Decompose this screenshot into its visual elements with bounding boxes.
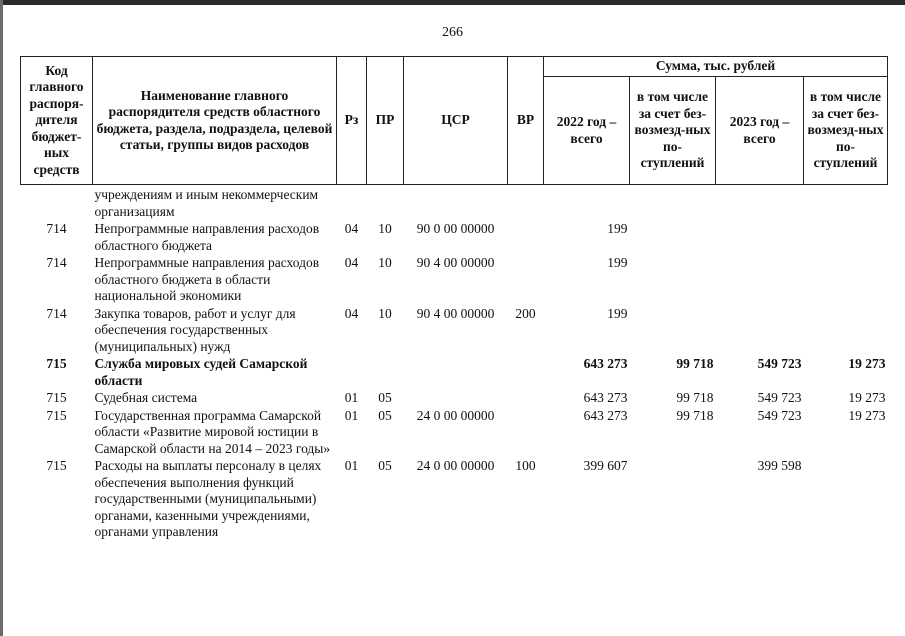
header-code: Код главного распоря-дителя бюджет-ных средств [21,57,93,185]
row-code-cell: 714 [46,305,67,321]
row-2023-total-cell: 399 598 [757,458,802,473]
page-number: 266 [442,25,463,40]
row-2022-gratuitous-cell [630,254,716,305]
table-row [21,407,888,458]
row-2022-total-cell: 199 [607,255,628,270]
table-row [21,389,888,407]
row-2022-gratuitous-cell [630,185,716,221]
row-2022-gratuitous-cell [630,457,716,541]
row-code-cell: 715 [46,390,67,405]
row-pr-cell: 10 [378,255,392,270]
row-pr-cell: 05 [378,458,392,473]
row-name-cell: Служба мировых судей Самарской области [94,356,308,388]
row-2023-total-cell: 549 723 [757,407,802,423]
row-pr-cell [367,355,404,389]
row-2022-total-cell: 199 [607,221,628,236]
row-2023-gratuitous-cell: 19 273 [848,356,886,371]
table-row [21,457,888,541]
row-2023-total-cell: 549 723 [757,390,802,405]
row-rz-cell: 01 [344,390,359,405]
header-pr: ПР [367,57,404,185]
row-csr-cell [404,355,508,389]
row-rz-cell: 04 [344,255,359,270]
row-2022-gratuitous-cell [630,220,716,254]
row-csr-cell [404,185,508,221]
row-pr-cell: 05 [378,390,392,405]
row-2022-gratuitous-cell: 99 718 [676,407,714,423]
row-rz-cell: 01 [344,407,359,423]
row-code-cell: 715 [46,407,67,423]
header-2023-gratuitous: в том числе за счет без-возмезд-ных по-ступлений [804,77,888,185]
table-row [21,305,888,356]
header-2022-gratuitous: в том числе за счет без-возмезд-ных по-ступлений [630,77,716,185]
row-2023-total-cell [716,305,804,356]
row-2022-total-cell: 399 607 [583,458,628,473]
header-sum-group: Сумма, тыс. рублей [544,57,888,77]
row-2023-total-cell: 549 723 [757,356,802,371]
row-name-cell: Непрограммные направления расходов областного бюджета в области национальной экономики [94,255,320,303]
row-rz-cell [337,355,367,389]
scan-edge-left [0,0,3,636]
row-2022-gratuitous-cell [630,305,716,356]
row-2023-gratuitous-cell: 19 273 [848,407,886,423]
header-name: Наименование главного распорядителя средств областного бюджета, раздела, подраздела, целевой статьи, группы видов расходов [93,57,337,185]
header-csr: ЦСР [404,57,508,185]
header-2023-total: 2023 год – всего [716,77,804,185]
row-name-cell: Закупка товаров, работ и услуг для обеспечения государственных (муниципальных) нужд [94,305,296,354]
row-pr-cell: 10 [378,305,392,321]
row-2023-total-cell [716,185,804,221]
table-row [21,254,888,305]
row-vr-cell [508,355,544,389]
row-code-cell [21,185,93,221]
header-2022-total: 2022 год – всего [544,77,630,185]
row-name-cell: учреждениям и иным некоммерческим организациям [94,187,319,219]
row-2022-gratuitous-cell: 99 718 [676,356,714,371]
row-name-cell: Судебная система [94,390,198,405]
budget-table [20,56,888,541]
row-name-cell: Непрограммные направления расходов областного бюджета [94,221,320,253]
row-pr-cell [367,185,404,221]
row-vr-cell [508,407,544,458]
header-vr: ВР [508,57,544,185]
row-vr-cell: 200 [515,305,536,321]
row-2022-total-cell: 643 273 [583,407,628,423]
row-2022-total-cell: 643 273 [583,356,628,371]
row-2023-gratuitous-cell [804,457,888,541]
row-2023-total-cell [716,220,804,254]
row-2023-gratuitous-cell [804,220,888,254]
row-csr-cell: 90 0 00 00000 [416,221,495,236]
row-rz-cell [337,185,367,221]
table-row [21,185,888,221]
row-pr-cell: 05 [378,407,392,423]
header-rz: Рз [337,57,367,185]
row-vr-cell [508,185,544,221]
row-2023-gratuitous-cell: 19 273 [848,390,886,405]
row-2023-total-cell [716,254,804,305]
row-2022-total-cell: 643 273 [583,390,628,405]
row-2023-gratuitous-cell [804,305,888,356]
row-vr-cell [508,220,544,254]
row-vr-cell [508,254,544,305]
row-2023-gratuitous-cell [804,185,888,221]
row-csr-cell: 24 0 00 00000 [416,458,495,473]
row-csr-cell: 24 0 00 00000 [416,407,495,423]
row-rz-cell: 04 [344,305,359,321]
row-vr-cell [508,389,544,407]
table-row [21,220,888,254]
row-rz-cell: 01 [344,458,359,473]
row-rz-cell: 04 [344,221,359,236]
row-name-cell: Государственная программа Самарской области «Развитие мировой юстиции в Самарской области на 2014 – 2023 годы» [94,407,331,456]
row-name-cell: Расходы на выплаты персоналу в целях обеспечения выполнения функций государственными (муниципальными) органами, казенными учреждениями, органами управления [94,458,322,539]
row-csr-cell [404,389,508,407]
row-vr-cell: 100 [515,458,536,473]
row-2022-gratuitous-cell: 99 718 [676,390,714,405]
scan-edge-top [0,0,905,5]
row-csr-cell: 90 4 00 00000 [416,255,495,270]
row-2022-total-cell: 199 [607,305,628,321]
row-2023-gratuitous-cell [804,254,888,305]
table-body [21,185,888,541]
row-code-cell: 715 [46,458,67,473]
row-pr-cell: 10 [378,221,392,236]
row-csr-cell: 90 4 00 00000 [416,305,495,321]
row-code-cell: 715 [46,356,67,371]
row-code-cell: 714 [46,255,67,270]
row-2022-total-cell [544,185,630,221]
table-row [21,355,888,389]
row-code-cell: 714 [46,221,67,236]
